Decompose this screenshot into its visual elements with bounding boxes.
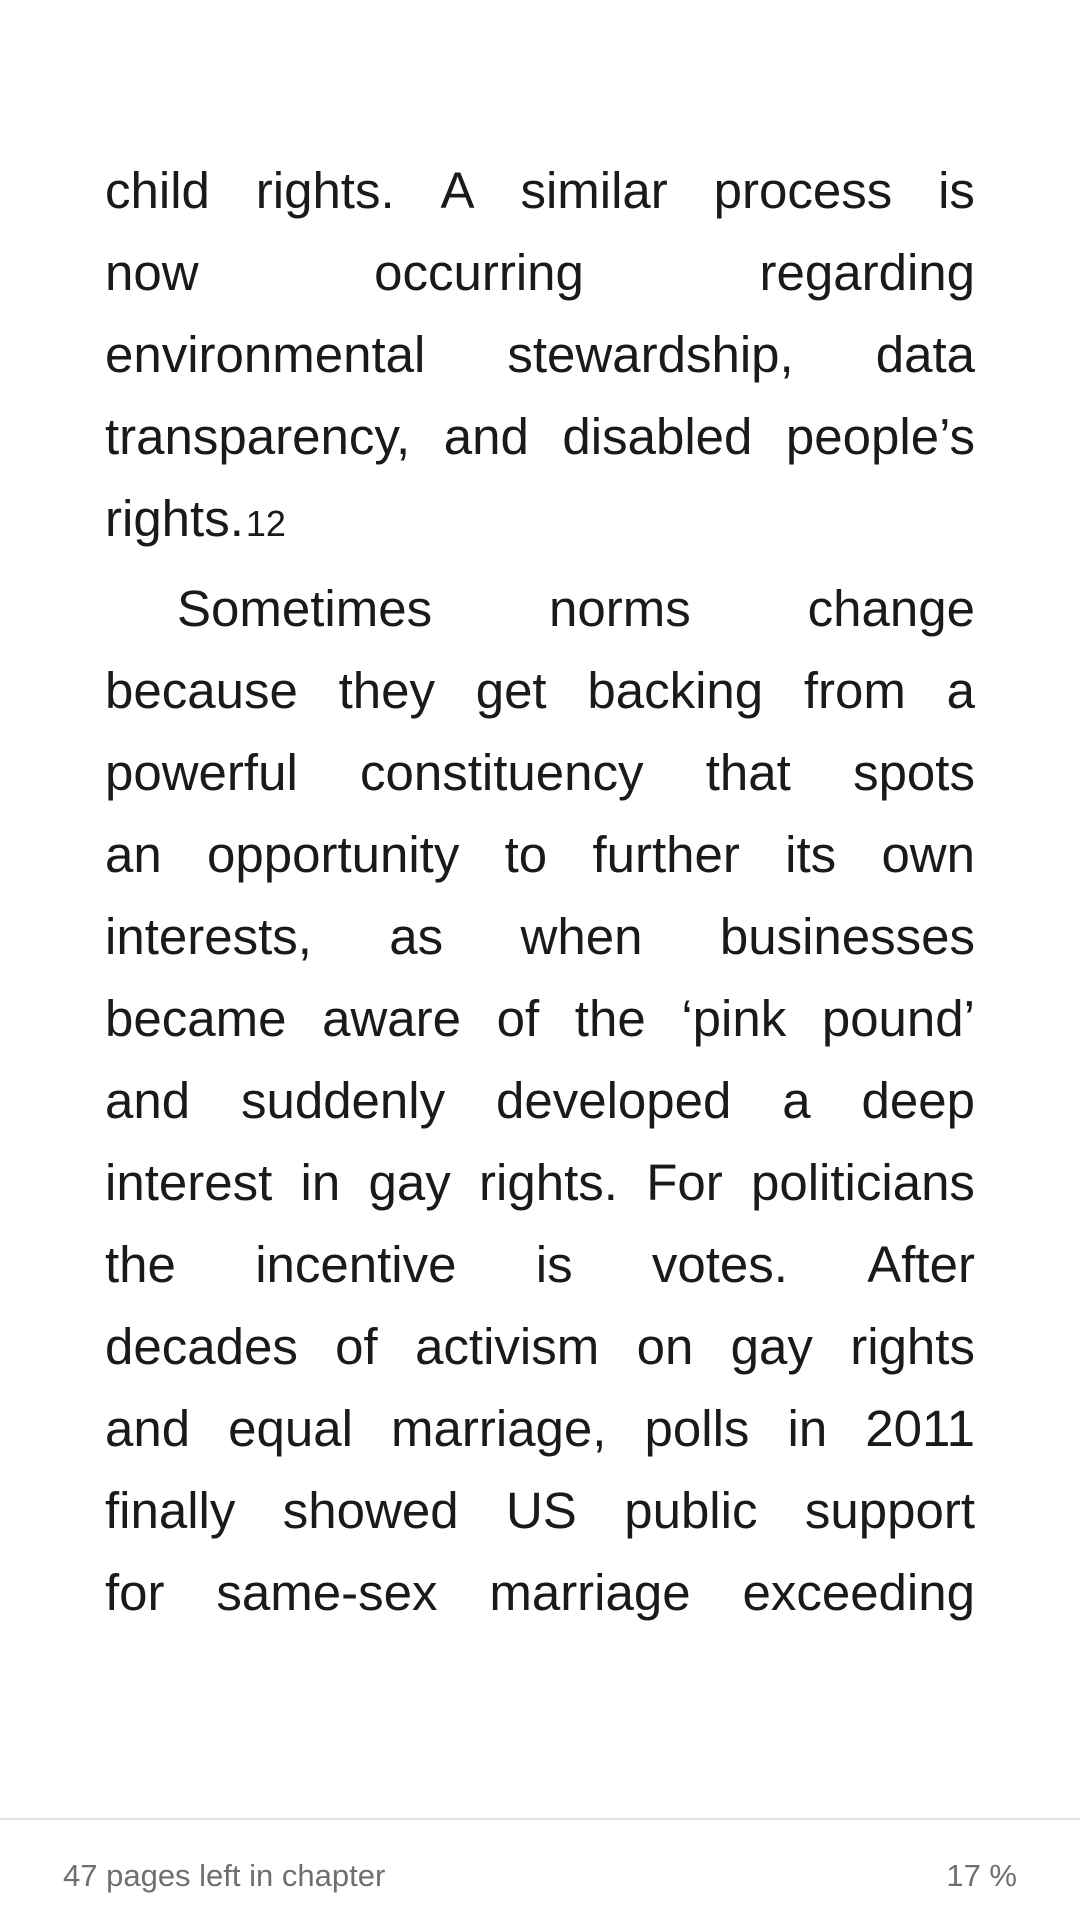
word[interactable]: Sometimes	[177, 580, 433, 637]
book-page-text[interactable]	[105, 150, 975, 1630]
text-line	[105, 978, 975, 1060]
word[interactable]: and	[443, 408, 529, 465]
word[interactable]: showed	[282, 1482, 459, 1539]
word[interactable]: a	[946, 662, 975, 719]
text-line	[105, 1552, 975, 1630]
word[interactable]: people’s	[785, 408, 975, 465]
word[interactable]: developed	[496, 1072, 732, 1129]
word[interactable]: that	[705, 744, 791, 801]
word[interactable]: of	[496, 990, 540, 1047]
word[interactable]: rights	[850, 1318, 975, 1375]
word[interactable]: now	[105, 244, 199, 301]
progress-percent-label: 17 %	[946, 1858, 1017, 1893]
word[interactable]: rights.	[479, 1154, 618, 1211]
word[interactable]: get	[475, 662, 547, 719]
word[interactable]: 2011	[865, 1400, 975, 1457]
word[interactable]: gay	[368, 1154, 451, 1211]
word[interactable]: is	[938, 162, 975, 219]
word[interactable]: regarding	[759, 244, 975, 301]
word[interactable]: aware	[322, 990, 461, 1047]
word[interactable]: norms	[549, 580, 691, 637]
word[interactable]: child	[105, 162, 210, 219]
word[interactable]: activism	[415, 1318, 600, 1375]
word[interactable]: data	[875, 326, 975, 383]
word[interactable]: is	[535, 1236, 573, 1293]
reading-status-bar	[0, 1820, 1080, 1920]
word[interactable]: in	[787, 1400, 828, 1457]
word[interactable]: public	[624, 1482, 758, 1539]
word[interactable]: further	[592, 826, 740, 883]
word[interactable]: polls	[644, 1400, 750, 1457]
word[interactable]: and	[105, 1072, 191, 1129]
text-line	[105, 1060, 975, 1142]
text-line	[105, 1142, 975, 1224]
word[interactable]: of	[335, 1318, 378, 1375]
word[interactable]: from	[803, 662, 906, 719]
word[interactable]: on	[636, 1318, 694, 1375]
word[interactable]: spots	[853, 744, 975, 801]
word[interactable]: an	[105, 826, 162, 883]
text-line	[105, 732, 975, 814]
word[interactable]: disabled	[562, 408, 753, 465]
word[interactable]: businesses	[719, 908, 975, 965]
word[interactable]: ‘pink	[681, 990, 787, 1047]
word[interactable]: gay	[730, 1318, 813, 1375]
word[interactable]: opportunity	[207, 826, 460, 883]
word[interactable]: marriage	[489, 1564, 691, 1621]
word[interactable]: for	[105, 1564, 165, 1621]
word[interactable]: marriage,	[391, 1400, 607, 1457]
word[interactable]: deep	[861, 1072, 975, 1129]
word[interactable]: and	[105, 1400, 191, 1457]
text-line	[105, 232, 975, 314]
word[interactable]: equal	[228, 1400, 353, 1457]
word[interactable]: to	[504, 826, 548, 883]
text-line: rights. 12	[105, 478, 975, 560]
text-line	[105, 1224, 975, 1306]
text-line	[105, 1470, 975, 1552]
word[interactable]: powerful	[105, 744, 298, 801]
word[interactable]: exceeding	[742, 1564, 975, 1621]
text-line	[105, 896, 975, 978]
word[interactable]: backing	[587, 662, 764, 719]
word[interactable]: A	[440, 162, 475, 219]
word[interactable]: environmental	[105, 326, 426, 383]
text-line	[105, 814, 975, 896]
word[interactable]: After	[867, 1236, 975, 1293]
word[interactable]: incentive	[255, 1236, 457, 1293]
word[interactable]: finally	[105, 1482, 236, 1539]
word[interactable]: interest	[105, 1154, 273, 1211]
word[interactable]: For	[646, 1154, 723, 1211]
word[interactable]: a	[782, 1072, 811, 1129]
word[interactable]: support	[804, 1482, 975, 1539]
word[interactable]: rights.	[255, 162, 395, 219]
word[interactable]: suddenly	[240, 1072, 446, 1129]
text-line	[105, 1388, 975, 1470]
word[interactable]: they	[338, 662, 435, 719]
word[interactable]: change	[807, 580, 975, 637]
word[interactable]: as	[389, 908, 444, 965]
word[interactable]: US	[505, 1482, 577, 1539]
pages-left-label: 47 pages left in chapter	[63, 1858, 386, 1893]
word[interactable]: interests,	[105, 908, 312, 965]
word[interactable]: the	[574, 990, 646, 1047]
word[interactable]: its	[785, 826, 837, 883]
word[interactable]: same-sex	[216, 1564, 438, 1621]
word[interactable]: the	[105, 1236, 176, 1293]
word[interactable]: similar	[520, 162, 668, 219]
word[interactable]: when	[520, 908, 643, 965]
word[interactable]: process	[713, 162, 893, 219]
text-line	[105, 314, 975, 396]
word[interactable]: constituency	[360, 744, 644, 801]
word[interactable]: politicians	[750, 1154, 975, 1211]
text-line	[105, 396, 975, 478]
text-line	[105, 568, 975, 650]
text-line	[105, 650, 975, 732]
word[interactable]: in	[300, 1154, 341, 1211]
word[interactable]: decades	[105, 1318, 298, 1375]
word[interactable]: own	[881, 826, 975, 883]
word[interactable]: rights.	[105, 490, 244, 547]
word[interactable]: votes.	[651, 1236, 788, 1293]
word[interactable]: stewardship,	[507, 326, 794, 383]
text-line	[105, 1306, 975, 1388]
word[interactable]: occurring	[374, 244, 584, 301]
word[interactable]: became	[105, 990, 287, 1047]
word[interactable]: because	[105, 662, 298, 719]
word[interactable]: pound’	[821, 990, 975, 1047]
word[interactable]: transparency,	[105, 408, 411, 465]
text-line	[105, 150, 975, 232]
